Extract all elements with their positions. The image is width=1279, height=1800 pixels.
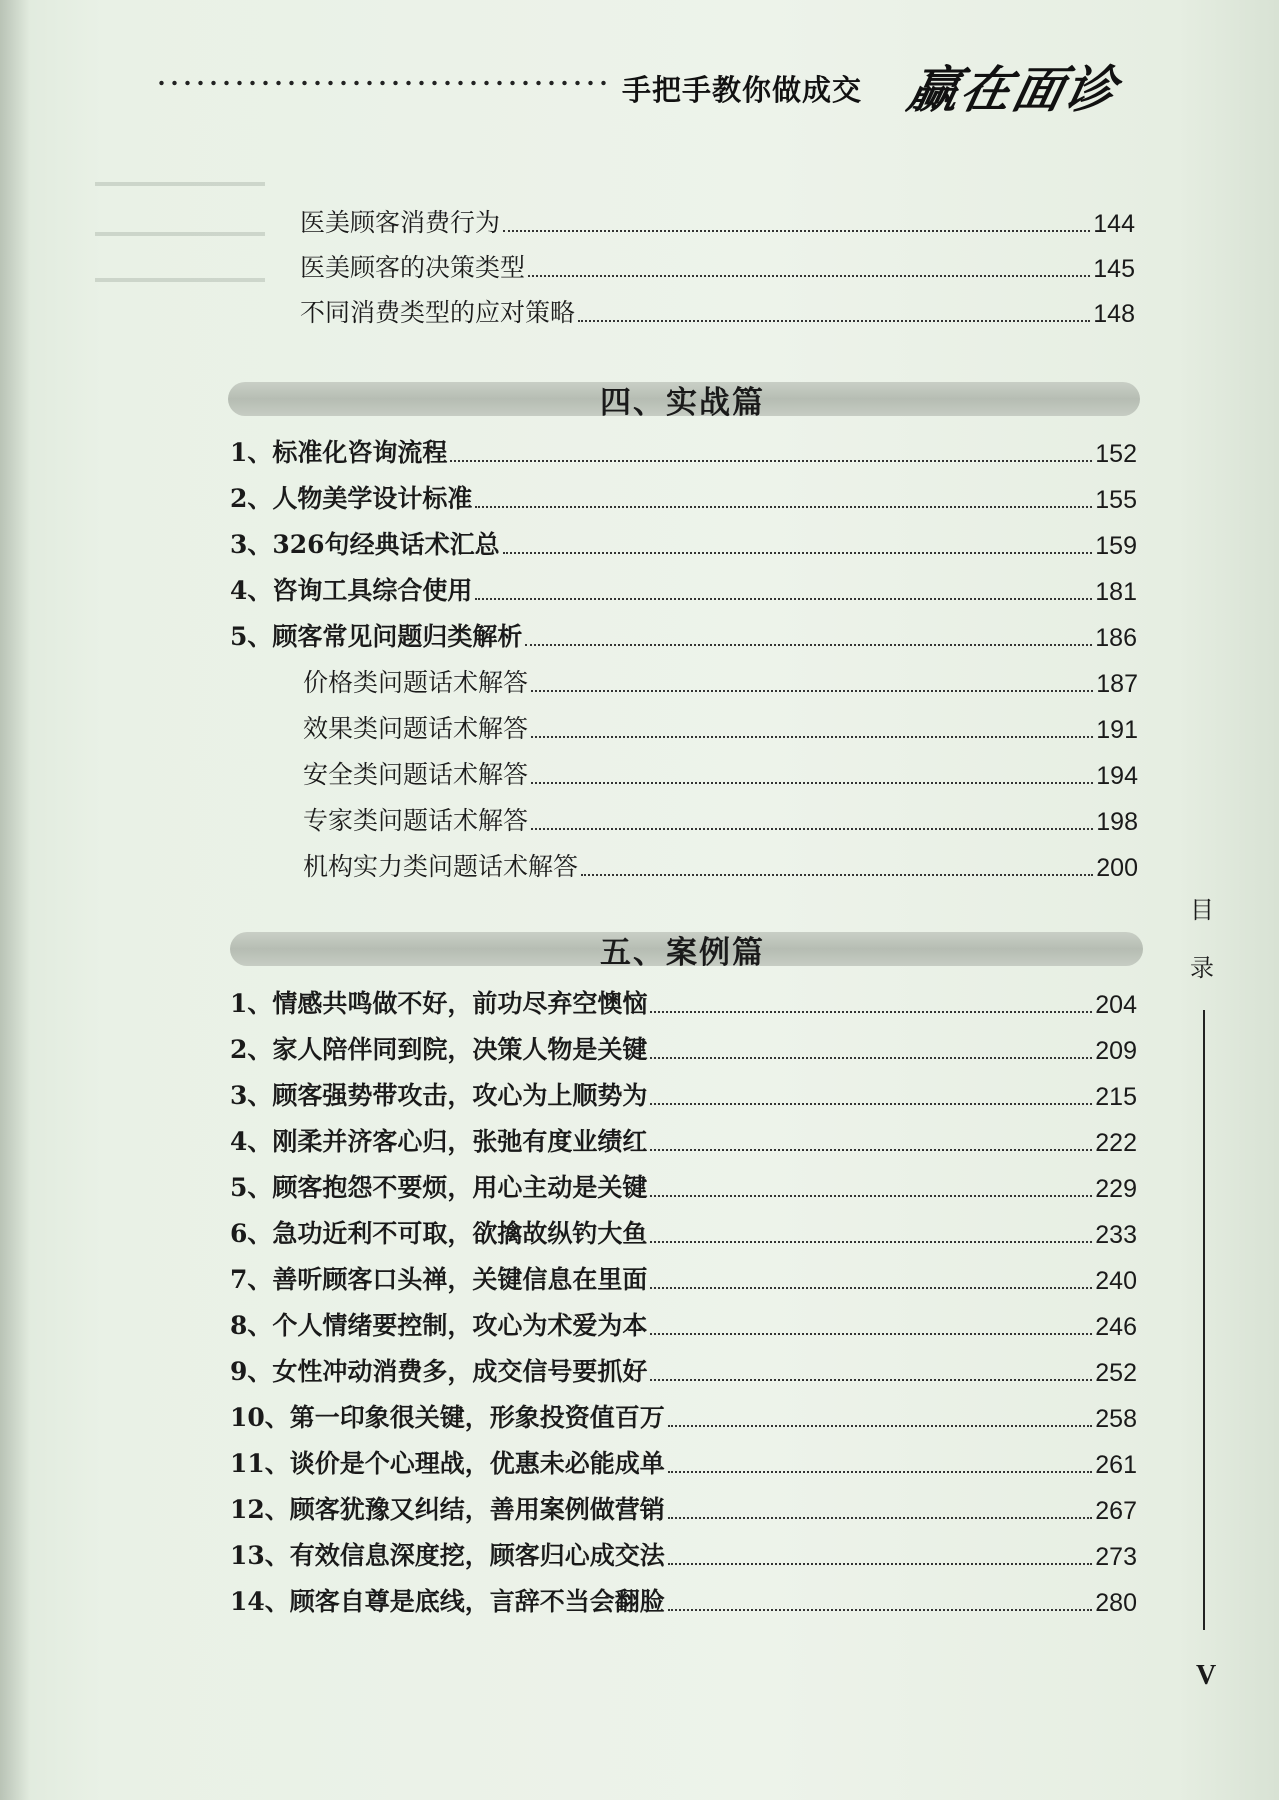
dot-leader <box>650 1057 1092 1059</box>
toc-entry[interactable] <box>230 1078 1137 1112</box>
toc-entry[interactable] <box>230 481 1137 515</box>
toc-page-number: 267 <box>1095 1497 1137 1525</box>
toc-entry[interactable] <box>230 1354 1137 1388</box>
toc-entry[interactable] <box>230 1262 1137 1296</box>
dot-leader <box>528 275 1090 277</box>
toc-entry[interactable] <box>230 619 1137 653</box>
toc-entry[interactable] <box>230 435 1137 469</box>
toc-entry[interactable] <box>230 1032 1137 1066</box>
toc-page-number: 204 <box>1095 991 1137 1019</box>
toc-entry-label: 11、谈价是个心理战，优惠未必能成单 <box>230 1449 665 1478</box>
toc-entry-label: 1、标准化咨询流程 <box>230 438 448 467</box>
bleed-through-line <box>95 278 265 282</box>
toc-entry-label: 医美顾客消费行为 <box>300 208 501 237</box>
toc-page-number: 198 <box>1096 808 1138 836</box>
toc-entry-label: 7、善听顾客口头禅，关键信息在里面 <box>230 1265 648 1294</box>
toc-entry-label: 1、情感共鸣做不好，前功尽弃空懊恼 <box>230 989 648 1018</box>
dot-leader <box>668 1563 1092 1565</box>
toc-entry[interactable] <box>303 849 1138 883</box>
dot-leader <box>650 1333 1092 1335</box>
dot-leader <box>503 552 1093 554</box>
toc-entry-label: 价格类问题话术解答 <box>303 668 529 697</box>
toc-page-number: 209 <box>1095 1037 1137 1065</box>
toc-entry[interactable] <box>230 1446 1137 1480</box>
toc-entry[interactable] <box>300 295 1135 329</box>
side-label-lu: 录 <box>1190 954 1214 982</box>
toc-entry[interactable] <box>303 665 1138 699</box>
section-title: 四、实战篇 <box>600 385 765 421</box>
toc-entry-label: 2、家人陪伴同到院，决策人物是关键 <box>230 1035 648 1064</box>
toc-entry-label: 5、顾客抱怨不要烦，用心主动是关键 <box>230 1173 648 1202</box>
toc-entry-label: 3、326句经典话术汇总 <box>230 530 500 559</box>
dot-leader <box>581 874 1093 876</box>
toc-entry-label: 机构实力类问题话术解答 <box>303 852 579 881</box>
toc-entry[interactable] <box>303 803 1138 837</box>
toc-page-number: 145 <box>1093 255 1135 283</box>
page-number-roman: V <box>1196 1660 1217 1691</box>
toc-page-number: 229 <box>1095 1175 1137 1203</box>
toc-entry[interactable] <box>303 711 1138 745</box>
dot-leader <box>650 1011 1092 1013</box>
side-vertical-rule <box>1203 1010 1205 1630</box>
toc-page-number: 187 <box>1096 670 1138 698</box>
toc-entry-label: 4、刚柔并济客心归，张弛有度业绩红 <box>230 1127 648 1156</box>
toc-entry[interactable] <box>230 1584 1137 1618</box>
dot-leader <box>668 1471 1092 1473</box>
toc-entry-label: 10、第一印象很关键，形象投资值百万 <box>230 1403 665 1432</box>
dot-leader <box>650 1287 1092 1289</box>
side-label-mu: 目 <box>1190 896 1214 924</box>
toc-entry[interactable] <box>300 250 1135 284</box>
dot-leader <box>475 598 1092 600</box>
dot-leader <box>531 736 1093 738</box>
toc-entry-label: 医美顾客的决策类型 <box>300 253 526 282</box>
toc-page-number: 152 <box>1095 440 1137 468</box>
toc-entry-label: 12、顾客犹豫又纠结，善用案例做营销 <box>230 1495 665 1524</box>
toc-page-number: 273 <box>1095 1543 1137 1571</box>
dot-leader <box>668 1609 1092 1611</box>
dot-leader <box>531 782 1093 784</box>
page-gutter-shadow <box>0 0 30 1800</box>
toc-page-number: 222 <box>1095 1129 1137 1157</box>
toc-entry-label: 安全类问题话术解答 <box>303 760 529 789</box>
section-title: 五、案例篇 <box>600 935 765 971</box>
toc-page-number: 144 <box>1093 210 1135 238</box>
toc-page-number: 148 <box>1093 300 1135 328</box>
toc-entry[interactable] <box>230 1400 1137 1434</box>
toc-entry-label: 2、人物美学设计标准 <box>230 484 473 513</box>
toc-page-number: 194 <box>1096 762 1138 790</box>
dot-leader <box>531 828 1093 830</box>
toc-page-number: 258 <box>1095 1405 1137 1433</box>
toc-entry-label: 专家类问题话术解答 <box>303 806 529 835</box>
dot-leader <box>650 1149 1092 1151</box>
toc-entry[interactable] <box>230 986 1137 1020</box>
toc-entry[interactable] <box>230 1308 1137 1342</box>
toc-entry-label: 4、咨询工具综合使用 <box>230 576 473 605</box>
toc-entry[interactable] <box>303 757 1138 791</box>
toc-entry[interactable] <box>300 205 1135 239</box>
bleed-through-line <box>95 182 265 186</box>
toc-entry[interactable] <box>230 573 1137 607</box>
bleed-through-line <box>95 232 265 236</box>
toc-entry[interactable] <box>230 1492 1137 1526</box>
dot-leader <box>650 1241 1092 1243</box>
toc-page-number: 280 <box>1095 1589 1137 1617</box>
toc-entry[interactable] <box>230 1216 1137 1250</box>
toc-entry-label: 13、有效信息深度挖，顾客归心成交法 <box>230 1541 665 1570</box>
dot-leader <box>650 1379 1092 1381</box>
dot-leader <box>531 690 1093 692</box>
toc-page-number: 261 <box>1095 1451 1137 1479</box>
dot-leader <box>525 644 1092 646</box>
toc-page-number: 246 <box>1095 1313 1137 1341</box>
toc-entry-label: 9、女性冲动消费多，成交信号要抓好 <box>230 1357 648 1386</box>
dot-leader <box>668 1517 1092 1519</box>
dot-leader <box>668 1425 1092 1427</box>
dot-leader <box>475 506 1092 508</box>
dot-leader <box>650 1195 1092 1197</box>
toc-entry-label: 5、顾客常见问题归类解析 <box>230 622 523 651</box>
toc-entry-label: 6、急功近利不可取，欲擒故纵钓大鱼 <box>230 1219 648 1248</box>
dot-leader <box>503 230 1090 232</box>
toc-entry-label: 不同消费类型的应对策略 <box>300 298 576 327</box>
toc-entry-label: 8、个人情绪要控制，攻心为术爱为本 <box>230 1311 648 1340</box>
toc-entry-label: 效果类问题话术解答 <box>303 714 529 743</box>
toc-entry-label: 14、顾客自尊是底线，言辞不当会翻脸 <box>230 1587 665 1616</box>
toc-page-number: 200 <box>1096 854 1138 882</box>
toc-page-number: 155 <box>1095 486 1137 514</box>
toc-page-number: 191 <box>1096 716 1138 744</box>
toc-page-number: 186 <box>1095 624 1137 652</box>
toc-entry[interactable] <box>230 527 1137 561</box>
toc-page-number: 233 <box>1095 1221 1137 1249</box>
toc-entry[interactable] <box>230 1124 1137 1158</box>
toc-page-number: 181 <box>1095 578 1137 606</box>
toc-page-number: 215 <box>1095 1083 1137 1111</box>
dot-leader <box>450 460 1092 462</box>
header-dotted-rule <box>155 78 610 88</box>
toc-entry[interactable] <box>230 1538 1137 1572</box>
header-brand-calligraphy: 赢在面诊 <box>902 60 1124 119</box>
toc-page-number: 240 <box>1095 1267 1137 1295</box>
toc-page-number: 159 <box>1095 532 1137 560</box>
header-title: 手把手教你做成交 <box>622 73 863 107</box>
toc-page-number: 252 <box>1095 1359 1137 1387</box>
dot-leader <box>650 1103 1092 1105</box>
toc-entry[interactable] <box>230 1170 1137 1204</box>
dot-leader <box>578 320 1090 322</box>
toc-entry-label: 3、顾客强势带攻击，攻心为上顺势为 <box>230 1081 648 1110</box>
